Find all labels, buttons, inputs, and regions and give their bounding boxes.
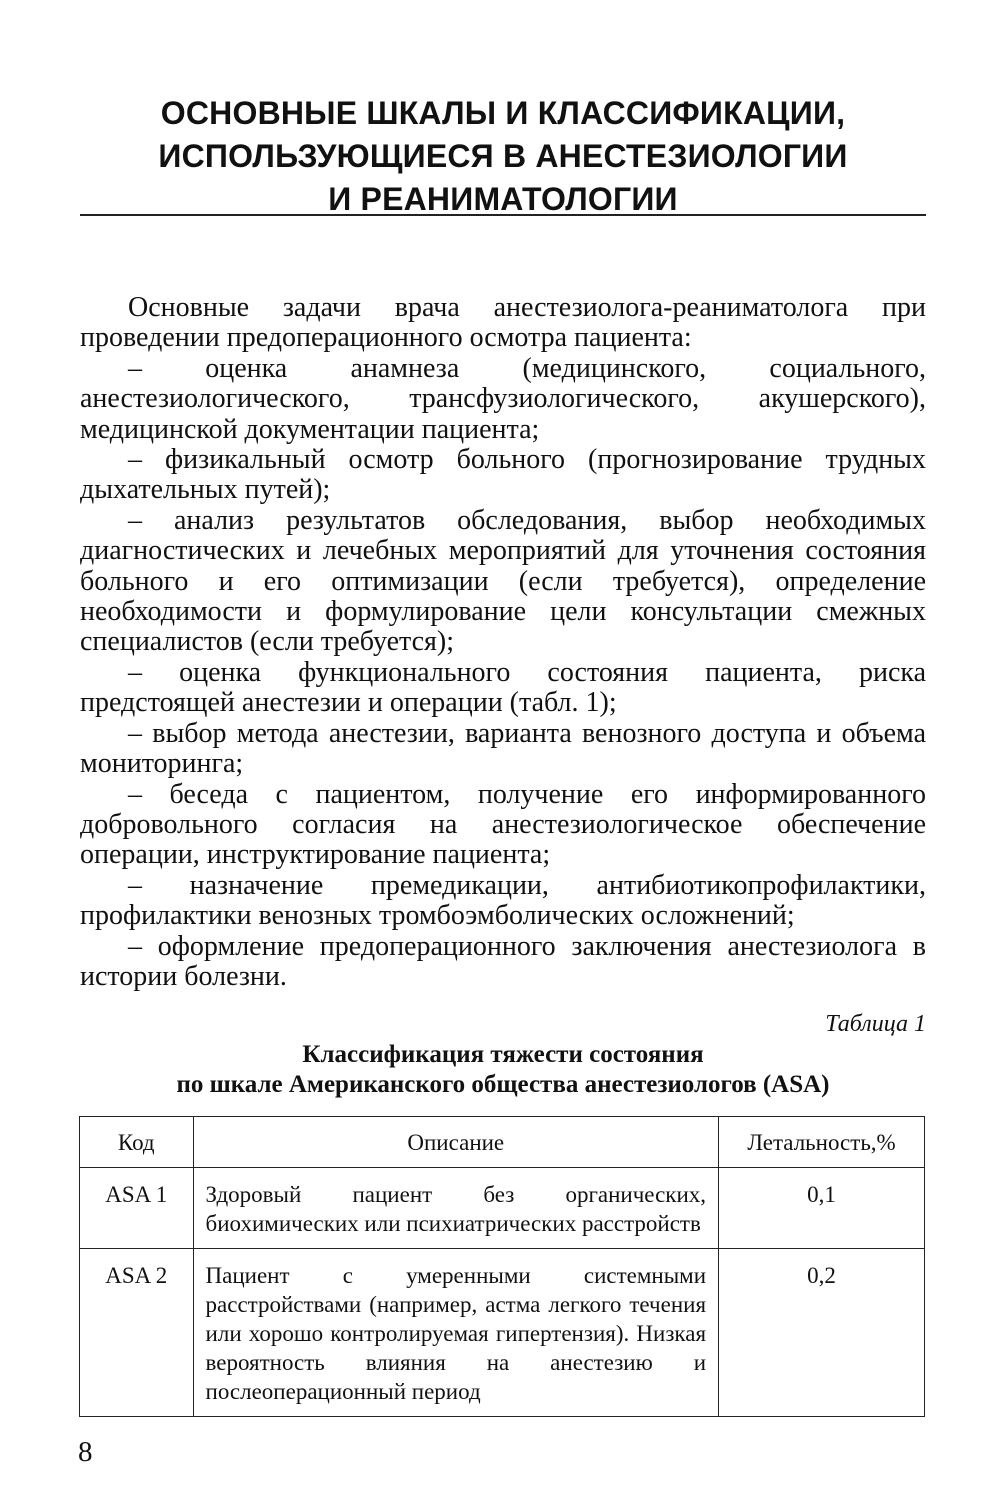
cell-description: Пациент с умеренными системными расстройствами (например, астма легкого течения или хорошо контролируемая гипертензия). Низкая вероятность влияния на анестезию и послеоперационный период	[193, 1249, 719, 1417]
table-label: Таблица 1	[825, 1011, 926, 1037]
table-header-row	[80, 1117, 925, 1168]
cell-description: Здоровый пациент без органических, биохимических или психиатрических расстройств	[193, 1168, 719, 1249]
task-item: – оформление предоперационного заключения анестезиолога в истории болезни.	[80, 930, 926, 992]
cell-code: ASA 2	[80, 1249, 194, 1417]
task-item: – беседа с пациентом, получение его информированного добровольного согласия на анестезиологическое обеспечение операции, инструктирование пациента;	[80, 778, 926, 871]
page-number: 8	[78, 1436, 93, 1468]
chapter-title-line: ОСНОВНЫЕ ШКАЛЫ И КЛАССИФИКАЦИИ,	[160, 95, 846, 131]
header-code: Код	[80, 1117, 194, 1168]
table-row	[80, 1249, 925, 1417]
chapter-title-line: ИСПОЛЬЗУЮЩИЕСЯ В АНЕСТЕЗИОЛОГИИ	[158, 138, 848, 174]
table-title	[80, 1040, 926, 1100]
table-title-line: Классификация тяжести состояния	[302, 1041, 704, 1068]
intro-paragraph: Основные задачи врача анестезиолога-реаниматолога при проведении предоперационного осмотра пациента:	[80, 292, 926, 354]
table-title-line: по шкале Американского общества анестезиологов (ASA)	[176, 1071, 830, 1098]
cell-mortality: 0,1	[719, 1168, 925, 1249]
table-row	[80, 1168, 925, 1249]
task-item: – назначение премедикации, антибиотикопрофилактики, профилактики венозных тромбоэмболических осложнений;	[80, 869, 926, 932]
asa-classification-table	[79, 1116, 925, 1417]
task-item: – оценка функционального состояния пациента, риска предстоящей анестезии и операции (табл. 1);	[80, 656, 926, 719]
title-divider	[80, 214, 926, 216]
chapter-title-line: И РЕАНИМАТОЛОГИИ	[328, 181, 678, 217]
body-text	[80, 293, 926, 992]
task-item: – анализ результатов обследования, выбор необходимых диагностических и лечебных мероприятий для уточнения состояния больного и его оптимизации (если требуется), определение необходимости и формулирование цели консультации смежных специалистов (если требуется);	[80, 504, 926, 658]
chapter-title	[80, 92, 926, 221]
cell-code: ASA 1	[80, 1168, 194, 1249]
task-item: – выбор метода анестезии, варианта венозного доступа и объема мониторинга;	[80, 717, 926, 780]
task-item: – оценка анамнеза (медицинского, социального, анестезиологического, трансфузиологического, акушерского), медицинской документации пациента;	[80, 352, 926, 445]
cell-mortality: 0,2	[719, 1249, 925, 1417]
header-mortality: Летальность,%	[719, 1117, 925, 1168]
task-item: – физикальный осмотр больного (прогнозирование трудных дыхательных путей);	[80, 444, 926, 506]
header-description: Описание	[193, 1117, 719, 1168]
